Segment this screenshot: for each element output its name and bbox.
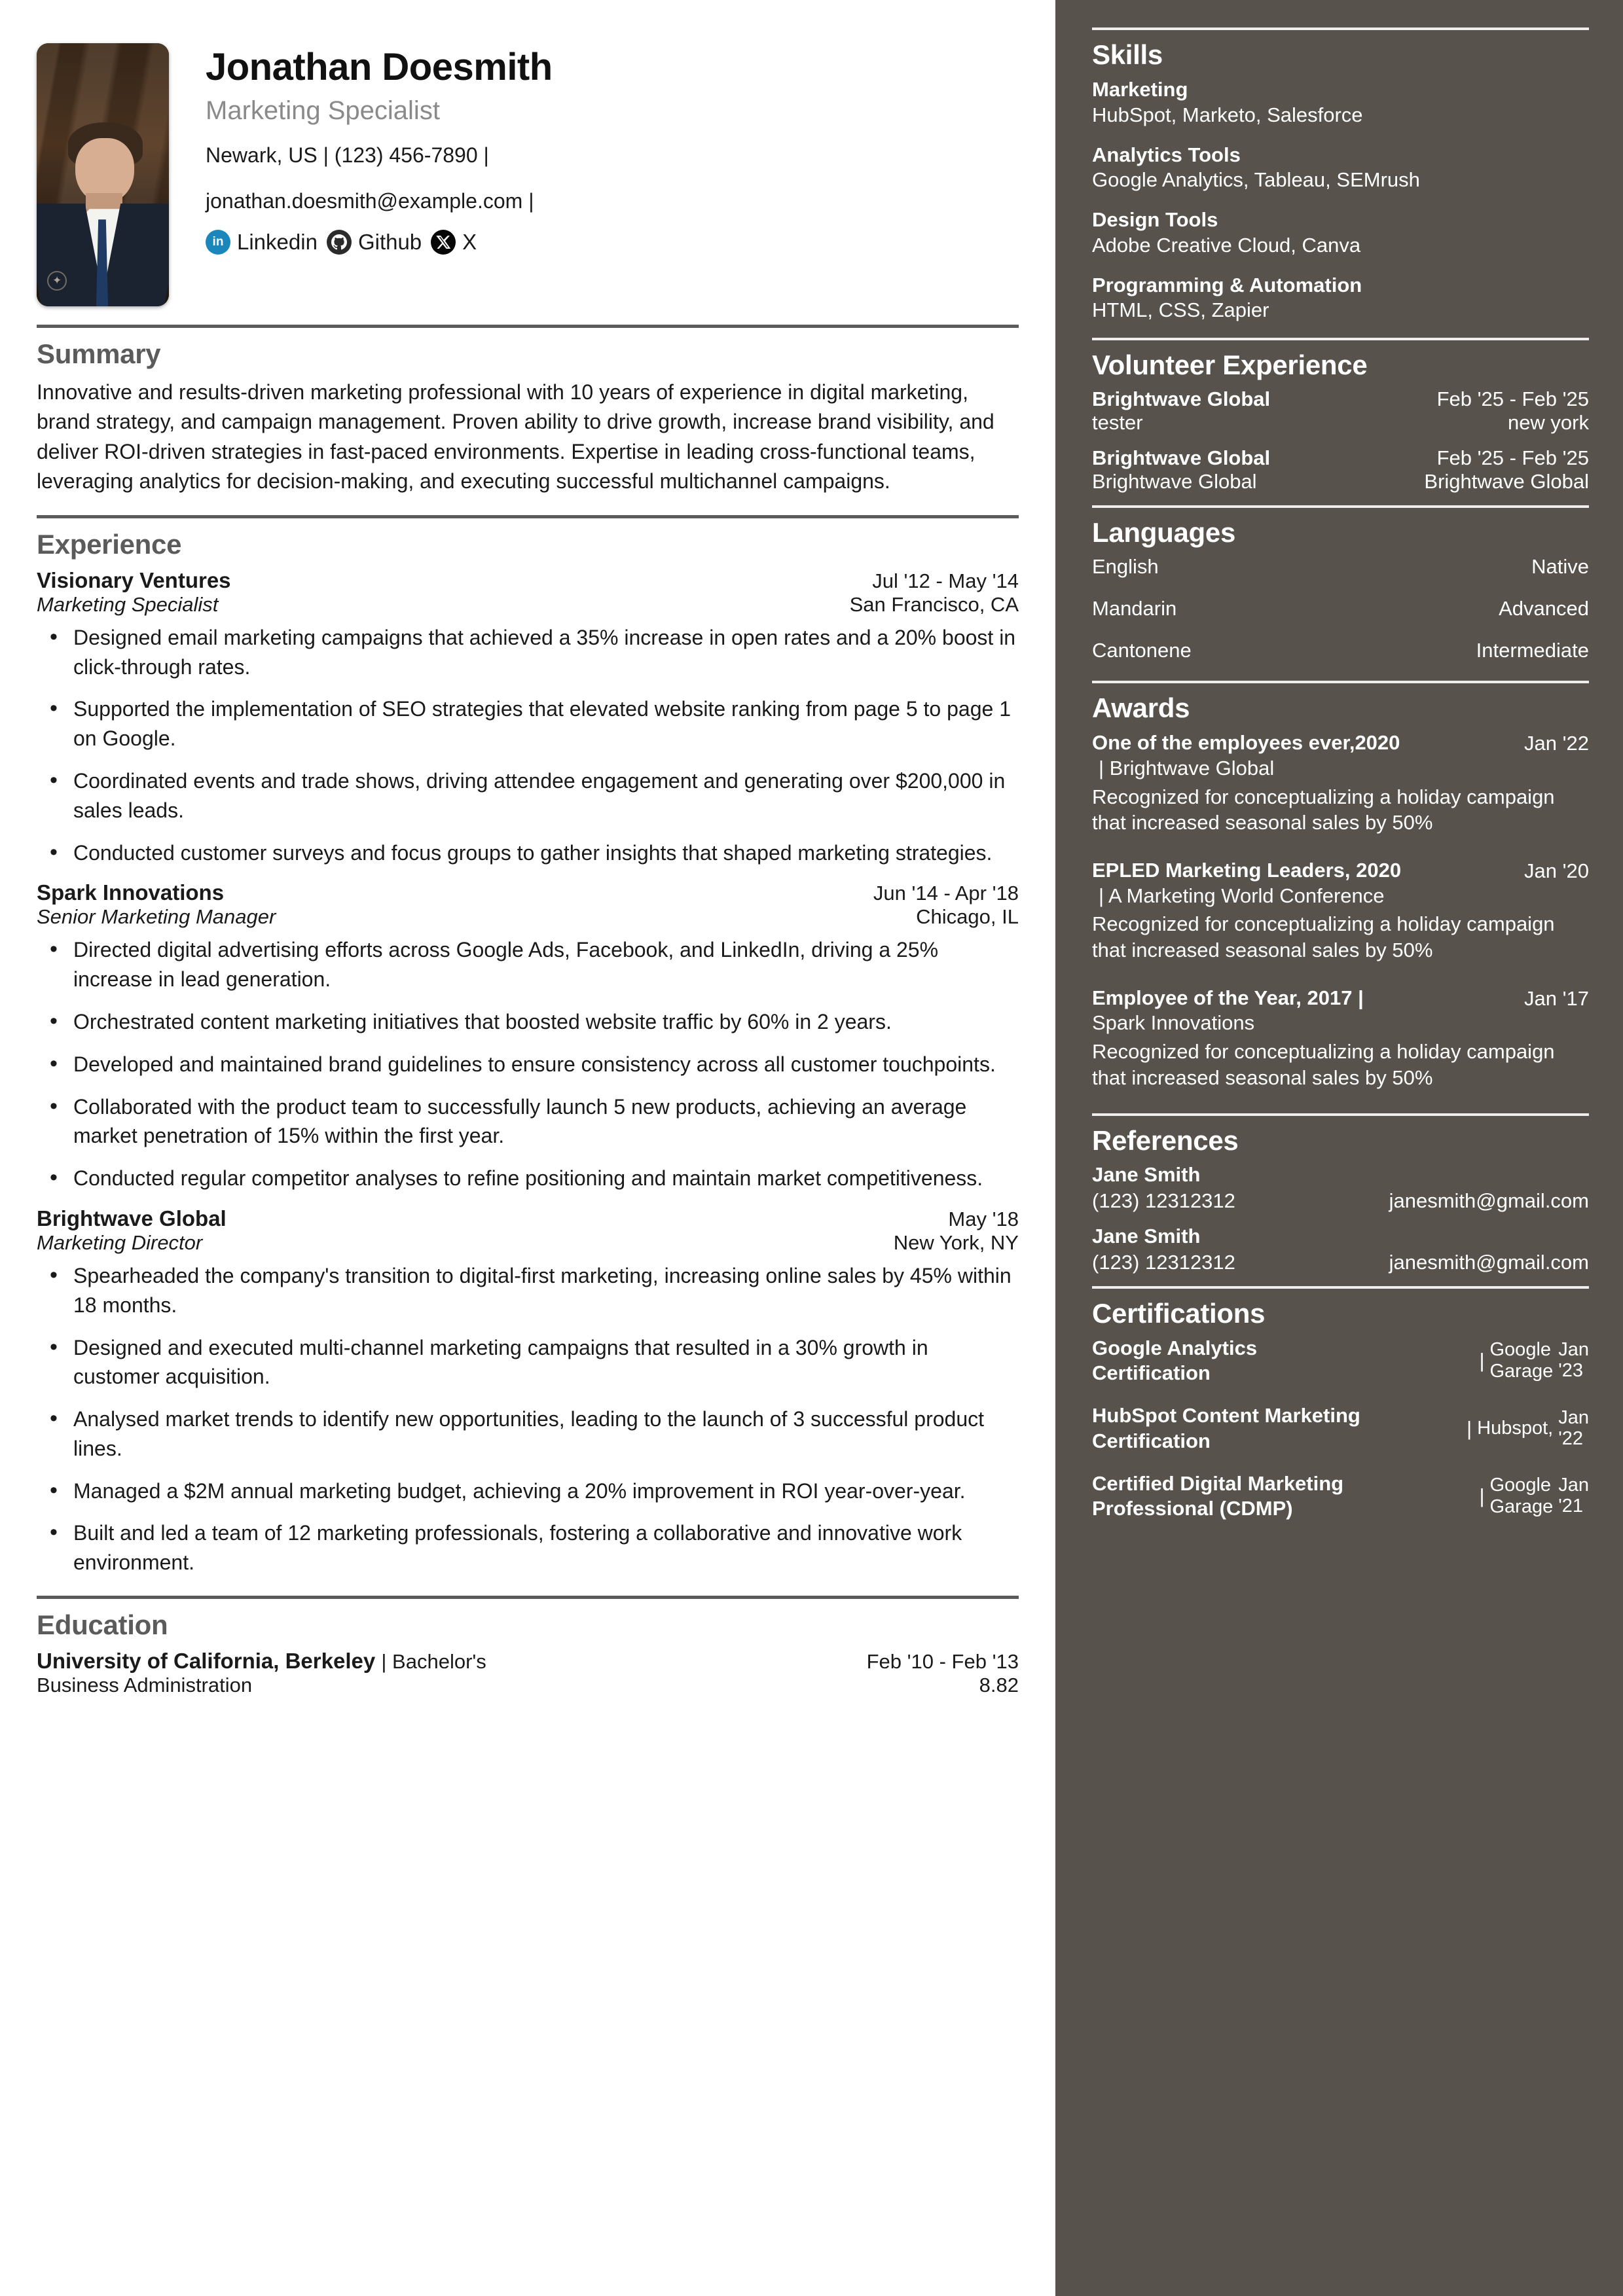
skill-category: Design Tools [1092,208,1218,231]
award-title: EPLED Marketing Leaders, 2020 [1092,858,1402,882]
experience-date: Jun '14 - Apr '18 [873,882,1019,905]
award-item [1092,986,1589,1091]
reference-item [1092,1163,1589,1213]
section-title-languages: Languages [1092,517,1236,548]
section-title-experience: Experience [37,528,182,560]
volunteer-location: Brightwave Global [1424,470,1589,493]
volunteer-item [1092,387,1589,435]
divider-references [1092,1113,1589,1116]
certification-issuer-line1: Hubspot, [1477,1418,1554,1439]
divider-education [37,1596,1019,1599]
experience-location: Chicago, IL [916,905,1019,929]
certification-date-line2: '21 [1558,1496,1584,1517]
certification-issuer [1490,1339,1554,1383]
list-item: • Designed and executed multi-channel marketing campaigns that resulted in a 30% growth in customer acquisition. [37,1333,1019,1392]
divider-awards [1092,681,1589,683]
experience-bullets [37,1261,1019,1577]
certification-title: Google Analytics Certification [1092,1336,1258,1385]
skill-group [1092,207,1589,259]
list-item: • Orchestrated content marketing initiatives that boosted website traffic by 60% in 2 years. [37,1007,1019,1037]
list-item: • Managed a $2M annual marketing budget, achieving a 20% improvement in ROI year-over-year. [37,1477,1019,1506]
certification-issuer-line2: Garage [1489,1361,1554,1382]
certification-issuer-line1: Google [1489,1474,1552,1496]
education-item [37,1649,1019,1697]
reference-email: janesmith@gmail.com [1389,1189,1589,1212]
divider-skills [1092,27,1589,30]
certification-date-line2: '22 [1558,1427,1584,1449]
volunteer-role: Brightwave Global [1092,470,1257,493]
skill-values: Google Analytics, Tableau, SEMrush [1092,168,1420,192]
award-date: Jan '17 [1524,986,1589,1010]
language-name: Cantonene [1092,639,1192,662]
certification-issuer-line2: Garage [1489,1496,1554,1518]
list-item: • Conducted customer surveys and focus groups to gather insights that shaped marketing strategies. [37,838,1019,868]
summary-text: Innovative and results-driven marketing professional with 10 years of experience in digital marketing, brand strategy, and campaign management. Proven ability to drive growth, increase brand visibility, and deliver ROI-driven strategies in fast-paced environments. Expertise in leading cross-functional teams, leveraging analytics for decision-making, and executing successful multichannel campaigns. [37,380,994,493]
experience-role: Marketing Director [37,1230,203,1254]
certification-meta [1479,1475,1589,1518]
skill-group [1092,143,1589,194]
volunteer-subheader [1092,470,1589,493]
education-institution [37,1649,486,1674]
award-description: Recognized for conceptualizing a holiday campaign that increased seasonal sales by 50% [1092,1040,1555,1089]
resume-header [37,0,1019,306]
reference-item [1092,1225,1589,1274]
certification-item [1092,1336,1589,1387]
education-header [37,1649,1019,1674]
social-label-github: Github [357,229,422,254]
social-link-github[interactable] [327,230,422,255]
education-score: 8.82 [979,1674,1019,1697]
award-description: Recognized for conceptualizing a holiday campaign that increased seasonal sales by 50% [1092,912,1555,962]
certification-date-line1: Jan [1558,1339,1589,1361]
profile-photo [37,43,169,306]
experience-item [37,568,1019,868]
volunteer-location: new york [1507,411,1589,434]
award-header [1092,986,1589,1011]
language-name: English [1092,555,1159,578]
skill-group [1092,273,1589,324]
list-item: • Conducted regular competitor analyses to refine positioning and maintain market competitiveness. [37,1164,1019,1193]
volunteer-date: Feb '25 - Feb '25 [1436,446,1589,469]
reference-contact [1092,1189,1589,1213]
section-title-volunteer: Volunteer Experience [1092,350,1368,380]
section-title-references: References [1092,1124,1239,1156]
page-title: Jonathan Doesmith [206,46,553,88]
skill-category: Analytics Tools [1092,143,1241,166]
job-title: Marketing Specialist [206,96,440,125]
skill-group [1092,77,1589,128]
certification-issuer-line1: Google [1489,1338,1552,1360]
volunteer-header [1092,387,1589,411]
list-item: • Coordinated events and trade shows, driving attendee engagement and generating over $200,000 in sales leads. [37,766,1019,825]
section-title-skills: Skills [1092,39,1163,70]
volunteer-role: tester [1092,411,1143,434]
skill-values: Adobe Creative Cloud, Canva [1092,233,1361,257]
contact-line-2: jonathan.doesmith@example.com | [206,188,534,213]
certification-separator-icon: | [1467,1416,1472,1440]
certification-date [1558,1408,1589,1450]
award-issuer: | A Marketing World Conference [1099,884,1385,907]
github-icon [327,230,352,255]
sidebar [1055,0,1623,2296]
experience-subheader [37,1231,1019,1255]
skill-category: Marketing [1092,78,1188,101]
certification-separator-icon: | [1479,1484,1485,1508]
divider-volunteer [1092,338,1589,340]
experience-header [37,568,1019,593]
social-links [206,230,1019,255]
list-item: • Directed digital advertising efforts across Google Ads, Facebook, and LinkedIn, driving a 25% increase in lead generation. [37,935,1019,994]
certification-separator-icon: | [1479,1349,1485,1372]
section-title-summary: Summary [37,338,161,369]
social-link-x[interactable] [431,230,477,255]
education-institution-name: University of California, Berkeley [37,1649,376,1674]
award-issuer: | Brightwave Global [1099,756,1275,780]
list-item: • Designed email marketing campaigns that achieved a 35% increase in open rates and a 20% boost in click-through rates. [37,623,1019,682]
skill-values: HubSpot, Marketo, Salesforce [1092,103,1363,126]
contact-line-1: Newark, US | (123) 456-7890 | [206,143,489,167]
certification-date-line1: Jan [1558,1407,1589,1428]
language-row [1092,597,1589,620]
award-title: Employee of the Year, 2017 | [1092,986,1364,1009]
social-label-x: X [462,229,477,254]
experience-item [37,880,1019,1193]
divider-languages [1092,505,1589,508]
experience-header [37,880,1019,905]
section-title-education: Education [37,1609,168,1641]
language-row [1092,639,1589,662]
volunteer-org: Brightwave Global [1092,387,1271,410]
language-row [1092,555,1589,579]
divider-certifications [1092,1286,1589,1289]
reference-name: Jane Smith [1092,1162,1201,1186]
section-title-certifications: Certifications [1092,1297,1266,1329]
award-item [1092,858,1589,963]
award-date: Jan '20 [1524,859,1589,882]
experience-date: Jul '12 - May '14 [872,569,1019,592]
experience-bullets [37,623,1019,868]
experience-subheader [37,905,1019,929]
certification-title: Certified Digital Marketing Professional (CDMP) [1092,1471,1344,1520]
reference-contact [1092,1251,1589,1274]
experience-date: May '18 [948,1207,1019,1230]
header-text-block [169,43,1019,255]
social-link-linkedin[interactable] [206,230,318,255]
award-description: Recognized for conceptualizing a holiday campaign that increased seasonal sales by 50% [1092,785,1555,834]
certification-item [1092,1403,1589,1454]
award-issuer: Spark Innovations [1092,1011,1255,1035]
experience-role: Senior Marketing Manager [37,905,276,929]
certification-meta [1479,1339,1589,1383]
language-level: Native [1531,555,1589,578]
volunteer-item [1092,446,1589,493]
education-degree: | Bachelor's [381,1650,486,1674]
education-date: Feb '10 - Feb '13 [866,1650,1019,1674]
volunteer-header [1092,446,1589,470]
volunteer-date: Feb '25 - Feb '25 [1436,387,1589,410]
award-header [1092,858,1589,884]
volunteer-org: Brightwave Global [1092,446,1271,469]
education-field: Business Administration [37,1674,253,1697]
experience-location: San Francisco, CA [849,592,1019,616]
certification-meta [1467,1408,1589,1450]
language-level: Advanced [1499,597,1589,620]
list-item: • Built and led a team of 12 marketing professionals, fostering a collaborative and innovative work environment. [37,1518,1019,1577]
experience-location: New York, NY [893,1230,1019,1254]
section-title-awards: Awards [1092,692,1190,723]
list-item: • Collaborated with the product team to successfully launch 5 new products, achieving an average market penetration of 15% within the first year. [37,1092,1019,1151]
experience-org: Visionary Ventures [37,567,231,592]
divider-experience [37,515,1019,518]
reference-name: Jane Smith [1092,1224,1201,1247]
language-level: Intermediate [1476,639,1589,662]
language-name: Mandarin [1092,597,1177,620]
certification-date-line2: '23 [1558,1360,1584,1382]
certification-date-line1: Jan [1558,1475,1589,1496]
skill-values: HTML, CSS, Zapier [1092,298,1269,322]
social-label-linkedin: Linkedin [237,229,318,254]
education-subheader [37,1674,1019,1697]
linkedin-icon: in [206,230,230,255]
experience-org: Spark Innovations [37,880,225,905]
award-title: One of the employees ever,2020 [1092,731,1400,754]
list-item: • Supported the implementation of SEO strategies that elevated website ranking from page 5 to page 1 on Google. [37,694,1019,753]
award-item [1092,730,1589,836]
experience-subheader [37,593,1019,617]
reference-email: janesmith@gmail.com [1389,1250,1589,1274]
list-item: • Developed and maintained brand guidelines to ensure consistency across all customer touchpoints. [37,1050,1019,1079]
skill-category: Programming & Automation [1092,273,1362,296]
certification-title: HubSpot Content Marketing Certification [1092,1404,1360,1452]
volunteer-subheader [1092,411,1589,435]
experience-bullets [37,935,1019,1193]
experience-item [37,1206,1019,1577]
photo-watermark-icon [47,271,67,291]
certification-issuer [1477,1418,1553,1439]
award-header [1092,730,1589,756]
certification-date [1558,1340,1589,1382]
award-date: Jan '22 [1524,732,1589,755]
list-item: • Analysed market trends to identify new opportunities, leading to the launch of 3 successful product lines. [37,1405,1019,1463]
certification-issuer [1490,1475,1554,1518]
divider-summary [37,325,1019,328]
list-item: • Spearheaded the company's transition to digital-first marketing, increasing online sales by 45% within 18 months. [37,1261,1019,1320]
reference-phone: (123) 12312312 [1092,1250,1235,1274]
experience-header [37,1206,1019,1231]
certification-item [1092,1471,1589,1522]
certification-date [1558,1475,1589,1517]
x-twitter-icon [431,230,456,255]
experience-org: Brightwave Global [37,1206,227,1230]
reference-phone: (123) 12312312 [1092,1189,1235,1212]
experience-role: Marketing Specialist [37,592,219,616]
